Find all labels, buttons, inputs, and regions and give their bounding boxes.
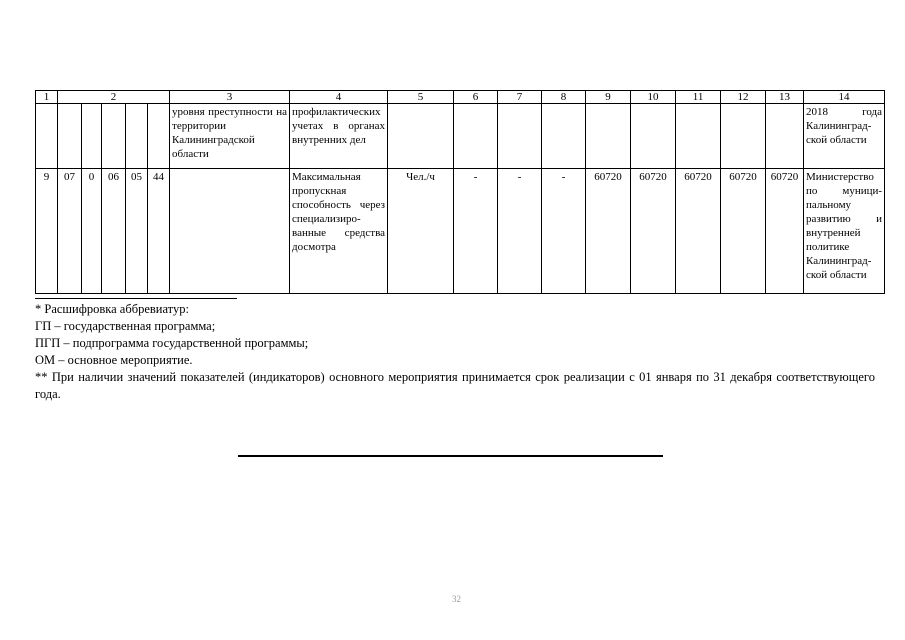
footnotes [35, 301, 875, 403]
table-cell [148, 104, 170, 169]
table-row [36, 104, 885, 169]
header-row [36, 91, 885, 104]
table-cell [631, 104, 676, 169]
end-of-document-line [238, 455, 663, 457]
header-cell: 13 [766, 91, 804, 104]
header-cell: 10 [631, 91, 676, 104]
table-cell [721, 104, 766, 169]
responsible-cell: Министерство по муници-пальному развитию и внутренней политике Калининград-ской области [804, 169, 885, 294]
header-cell: 1 [36, 91, 58, 104]
table-cell [498, 104, 542, 169]
goal-description-cell: уровня преступности на территории Калининградской области [170, 104, 290, 169]
footnote-pgp: ПГП – подпрограмма государственной программы; [35, 336, 309, 350]
value-cell: 60720 [766, 169, 804, 294]
header-cell: 5 [388, 91, 454, 104]
unit-cell: Чел./ч [388, 169, 454, 294]
table-row [36, 169, 885, 294]
table-cell [454, 104, 498, 169]
header-cell: 14 [804, 91, 885, 104]
row-number-cell: 9 [36, 169, 58, 294]
page-number: 32 [452, 594, 461, 604]
table-cell [586, 104, 631, 169]
header-cell: 6 [454, 91, 498, 104]
header-cell: 2 [58, 91, 170, 104]
code-cell: 0 [82, 169, 102, 294]
header-cell: 11 [676, 91, 721, 104]
indicator-description-cell: профилактических учетах в органах внутренних дел [290, 104, 388, 169]
table-cell [102, 104, 126, 169]
footnote-gp: ГП – государственная программа; [35, 319, 216, 333]
indicator-name-cell: Максимальная пропускная способность через специализиро-ванные средства досмотра [290, 169, 388, 294]
table-cell [676, 104, 721, 169]
table-cell [82, 104, 102, 169]
header-cell: 12 [721, 91, 766, 104]
footnote-divider [35, 298, 237, 299]
value-cell: - [542, 169, 586, 294]
table-cell [36, 104, 58, 169]
responsible-cell: 2018 года Калининград-ской области [804, 104, 885, 169]
code-cell: 05 [126, 169, 148, 294]
value-cell: - [454, 169, 498, 294]
table-cell [388, 104, 454, 169]
table-cell [126, 104, 148, 169]
header-cell: 3 [170, 91, 290, 104]
header-cell: 8 [542, 91, 586, 104]
footnote-om: ОМ – основное мероприятие. [35, 353, 193, 367]
header-cell: 9 [586, 91, 631, 104]
header-cell: 7 [498, 91, 542, 104]
code-cell: 06 [102, 169, 126, 294]
footnote-title: * Расшифровка аббревиатур: [35, 302, 189, 316]
footnote-double-star: ** При наличии значений показателей (индикаторов) основного мероприятия принимается срок реализации с 01 января по 31 декабря соответствующего года. [35, 370, 875, 401]
value-cell: 60720 [586, 169, 631, 294]
code-cell: 07 [58, 169, 82, 294]
value-cell: - [498, 169, 542, 294]
header-cell: 4 [290, 91, 388, 104]
value-cell: 60720 [721, 169, 766, 294]
table-cell [170, 169, 290, 294]
table-cell [58, 104, 82, 169]
code-cell: 44 [148, 169, 170, 294]
table-cell [542, 104, 586, 169]
table-cell [766, 104, 804, 169]
value-cell: 60720 [631, 169, 676, 294]
value-cell: 60720 [676, 169, 721, 294]
indicator-table [35, 90, 885, 294]
